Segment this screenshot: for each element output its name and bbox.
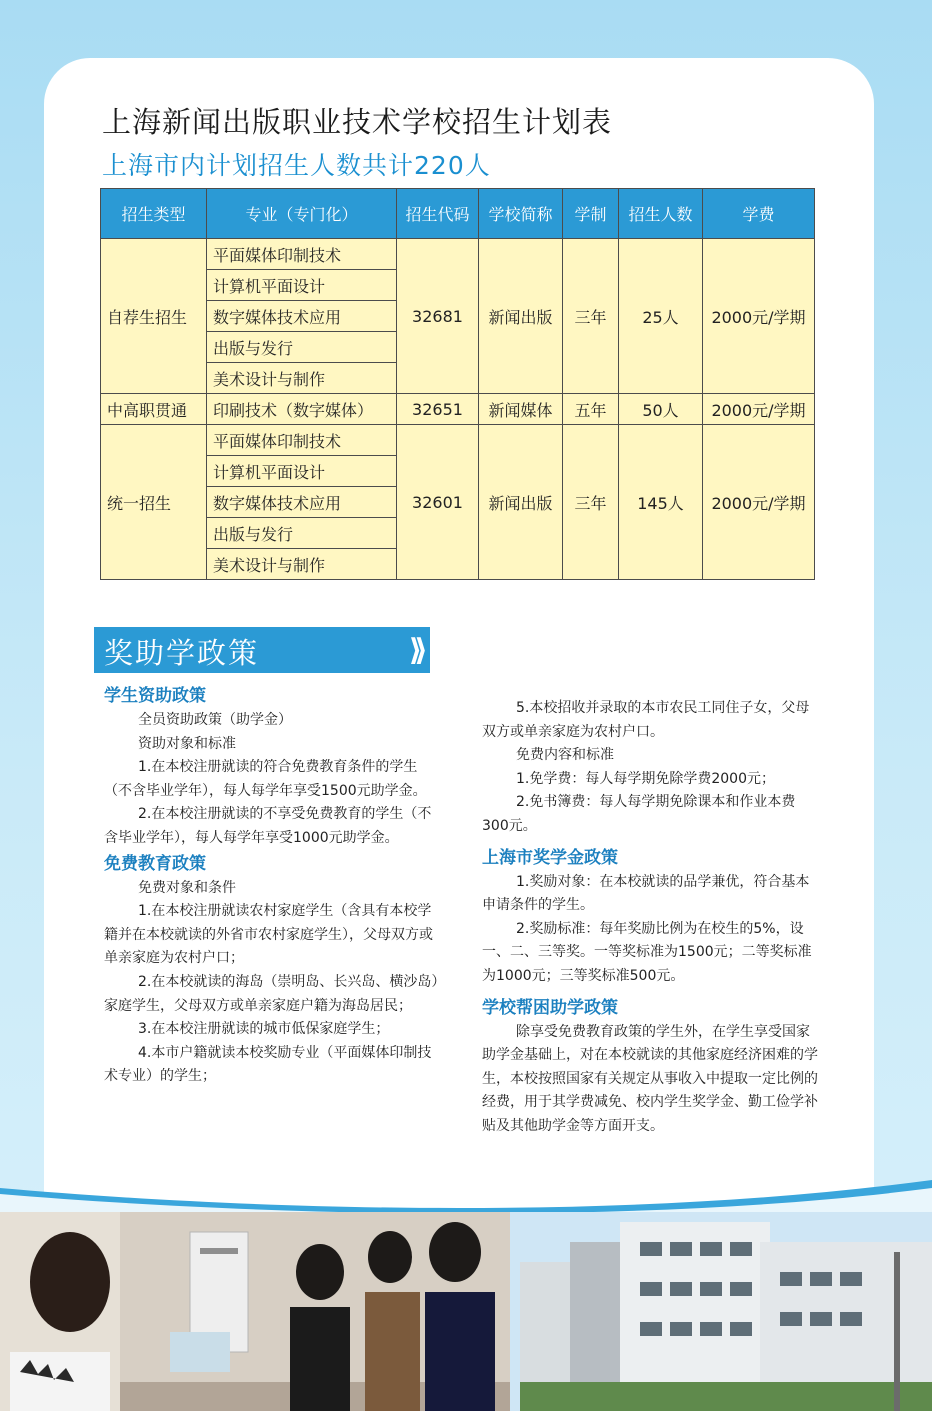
school-cell: 新闻出版 xyxy=(479,425,563,580)
policy-paragraph: 2.奖励标准：每年奖励比例为在校生的5%，设一、二、三等奖。一等奖标准为1500元；二等奖标准为1000元；三等奖标准500元。 xyxy=(482,920,812,984)
major-cell: 数字媒体技术应用 xyxy=(207,301,397,332)
school-cell: 新闻出版 xyxy=(479,239,563,394)
policy-paragraph: 2.在本校就读的海岛（崇明岛、长兴岛、横沙岛）家庭学生，父母双方或单亲家庭户籍为海岛居民； xyxy=(104,973,439,1014)
count-cell: 50人 xyxy=(619,394,703,425)
policy-paragraph: 1.在本校注册就读的符合免费教育条件的学生（不含毕业学年），每人每学年享受1500元助学金。 xyxy=(104,759,427,799)
table-header-cell: 招生代码 xyxy=(397,189,479,239)
table-header-cell: 招生类型 xyxy=(101,189,207,239)
policy-heading: 学生资助政策 xyxy=(104,686,206,706)
enrollment-plan-table xyxy=(100,188,815,580)
table-header-cell: 学校简称 xyxy=(479,189,563,239)
table-header-row xyxy=(101,189,815,239)
code-cell: 32651 xyxy=(397,394,479,425)
campus-photo-strip xyxy=(0,1212,932,1411)
fee-cell: 2000元/学期 xyxy=(703,425,815,580)
fee-cell: 2000元/学期 xyxy=(703,239,815,394)
major-cell: 计算机平面设计 xyxy=(207,270,397,301)
duration-cell: 三年 xyxy=(563,425,619,580)
major-cell: 印刷技术（数字媒体） xyxy=(207,394,397,425)
section-title: 奖助学政策 xyxy=(104,636,260,670)
policy-paragraph: 5.本校招收并录取的本市农民工同住子女，父母双方或单亲家庭为农村户口。 xyxy=(482,700,810,740)
policy-paragraph: 免费内容和标准 xyxy=(516,747,614,764)
policy-paragraph: 全员资助政策（助学金） xyxy=(138,712,292,728)
code-cell: 32681 xyxy=(397,239,479,394)
major-cell: 出版与发行 xyxy=(207,518,397,549)
enrollment-type-cell: 中高职贯通 xyxy=(101,394,207,425)
policy-paragraph: 2.在本校注册就读的不享受免费教育的学生（不含毕业学年），每人每学年享受1000元助学金。 xyxy=(104,806,432,846)
count-cell: 25人 xyxy=(619,239,703,394)
table-header-cell: 学制 xyxy=(563,189,619,239)
policy-heading: 免费教育政策 xyxy=(104,853,206,874)
major-cell: 数字媒体技术应用 xyxy=(207,487,397,518)
school-cell: 新闻媒体 xyxy=(479,394,563,425)
policy-heading: 上海市奖学金政策 xyxy=(482,847,618,868)
left-policy-column xyxy=(104,683,442,1089)
duration-cell: 三年 xyxy=(563,239,619,394)
policy-paragraph: 1.奖励对象：在本校就读的品学兼优，符合基本申请条件的学生。 xyxy=(482,873,810,914)
policy-paragraph: 2.免书簿费：每人每学期免除课本和作业本费300元。 xyxy=(482,794,796,834)
policy-paragraph: 3.在本校注册就读的城市低保家庭学生； xyxy=(138,1021,390,1038)
table-row xyxy=(101,425,815,456)
table-header-cell: 专业（专门化） xyxy=(207,189,397,239)
page-title: 上海新闻出版职业技术学校招生计划表 xyxy=(102,105,613,139)
policy-paragraph: 资助对象和标准 xyxy=(138,735,236,752)
major-cell: 出版与发行 xyxy=(207,332,397,363)
table-row xyxy=(101,394,815,425)
enrollment-type-cell: 自荐生招生 xyxy=(101,239,207,394)
major-cell: 计算机平面设计 xyxy=(207,456,397,487)
table-header-cell: 招生人数 xyxy=(619,189,703,239)
policy-heading: 学校帮困助学政策 xyxy=(482,997,618,1018)
section-header-bar xyxy=(94,627,430,673)
duration-cell: 五年 xyxy=(563,394,619,425)
policy-paragraph: 免费对象和条件 xyxy=(138,879,236,896)
table-row xyxy=(101,239,815,270)
policy-paragraph: 4.本市户籍就读本校奖励专业（平面媒体印制技术专业）的学生； xyxy=(104,1044,432,1085)
enrollment-type-cell: 统一招生 xyxy=(101,425,207,580)
major-cell: 美术设计与制作 xyxy=(207,549,397,580)
fee-cell: 2000元/学期 xyxy=(703,394,815,425)
major-cell: 美术设计与制作 xyxy=(207,363,397,394)
policy-paragraph: 1.免学费：每人每学期免除学费2000元； xyxy=(516,770,775,787)
right-policy-column xyxy=(482,697,818,1139)
count-cell: 145人 xyxy=(619,425,703,580)
major-cell: 平面媒体印制技术 xyxy=(207,425,397,456)
double-chevron-icon: ⟩⟩ xyxy=(408,633,420,668)
table-header-cell: 学费 xyxy=(703,189,815,239)
policy-paragraph: 1.在本校注册就读农村家庭学生（含具有本校学籍并在本校就读的外省市农村家庭学生），父母双方或单亲家庭为农村户口； xyxy=(104,903,433,967)
code-cell: 32601 xyxy=(397,425,479,580)
policy-paragraph: 除享受免费教育政策的学生外，在学生享受国家助学金基础上，对在本校就读的其他家庭经济困难的学生，本校按照国家有关规定从事收入中提取一定比例的经费，用于其学费减免、校内学生奖学金、勤工俭学补贴及其他助学金等方面开支。 xyxy=(482,1023,818,1134)
page-subtitle: 上海市内计划招生人数共计220人 xyxy=(102,151,491,180)
major-cell: 平面媒体印制技术 xyxy=(207,239,397,270)
